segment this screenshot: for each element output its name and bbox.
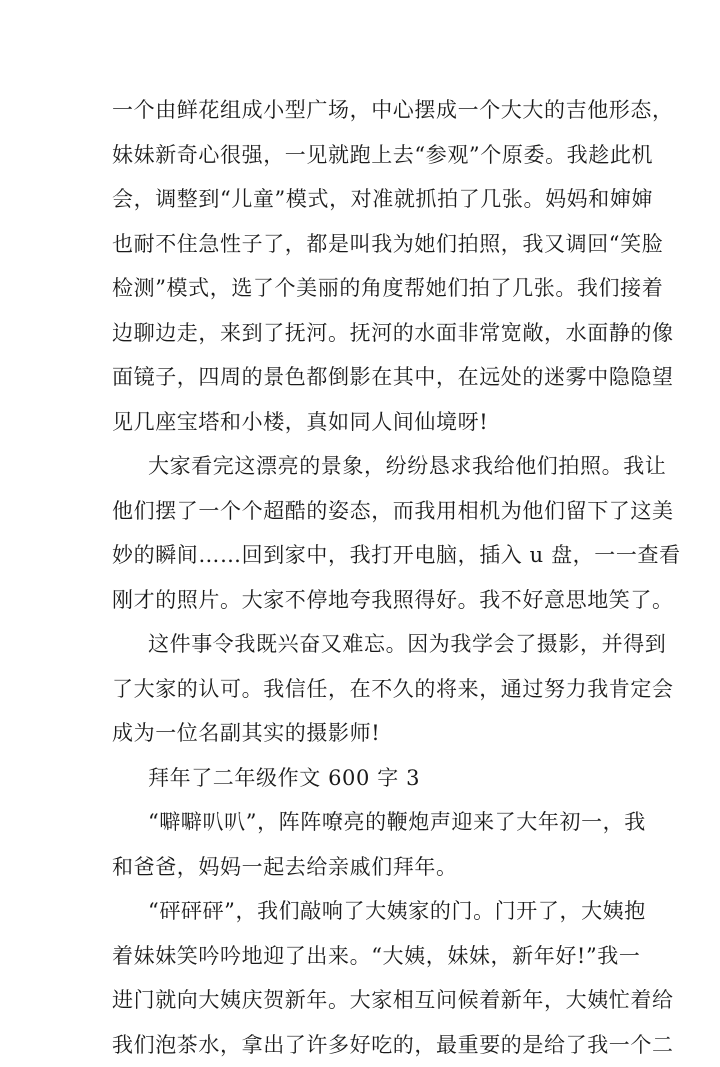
- text-line: 和爸爸，妈妈一起去给亲戚们拜年。: [112, 845, 617, 890]
- paragraph-start-line: “砰砰砰”，我们敲响了大姨家的门。门开了，大姨抱: [112, 889, 617, 934]
- paragraph-start-line: 大家看完这漂亮的景象，纷纷恳求我给他们拍照。我让: [112, 444, 617, 489]
- text-line: 见几座宝塔和小楼，真如同人间仙境呀!: [112, 400, 617, 445]
- text-line: 一个由鲜花组成小型广场，中心摆成一个大大的吉他形态，: [112, 88, 617, 133]
- text-line: 面镜子，四周的景色都倒影在其中，在远处的迷雾中隐隐望: [112, 355, 617, 400]
- paragraph-start-line: 这件事令我既兴奋又难忘。因为我学会了摄影，并得到: [112, 622, 617, 667]
- text-line: 检测”模式，选了个美丽的角度帮她们拍了几张。我们接着: [112, 266, 617, 311]
- essay-text: [112, 88, 617, 1067]
- text-line: 会，调整到“儿童”模式，对准就抓拍了几张。妈妈和婶婶: [112, 177, 617, 222]
- text-line: 成为一位名副其实的摄影师!: [112, 711, 617, 756]
- text-line: 妹妹新奇心很强，一见就跑上去“参观”个原委。我趁此机: [112, 133, 617, 178]
- section-heading: 拜年了二年级作文 600 字 3: [112, 756, 617, 801]
- text-line: 我们泡茶水，拿出了许多好吃的，最重要的是给了我一个二: [112, 1023, 617, 1067]
- text-line: 边聊边走，来到了抚河。抚河的水面非常宽敞，水面静的像: [112, 311, 617, 356]
- text-line: 了大家的认可。我信任，在不久的将来，通过努力我肯定会: [112, 667, 617, 712]
- text-line: 妙的瞬间……回到家中，我打开电脑，插入 u 盘，一一查看: [112, 533, 617, 578]
- text-line: 他们摆了一个个超酷的姿态，而我用相机为他们留下了这美: [112, 489, 617, 534]
- text-line: 刚才的照片。大家不停地夸我照得好。我不好意思地笑了。: [112, 578, 617, 623]
- text-line: 着妹妹笑吟吟地迎了出来。“大姨，妹妹，新年好!”我一: [112, 934, 617, 979]
- text-line: 进门就向大姨庆贺新年。大家相互问候着新年，大姨忙着给: [112, 978, 617, 1023]
- paragraph-start-line: “噼噼叭叭”，阵阵嘹亮的鞭炮声迎来了大年初一，我: [112, 800, 617, 845]
- text-line: 也耐不住急性子了，都是叫我为她们拍照，我又调回“笑脸: [112, 222, 617, 267]
